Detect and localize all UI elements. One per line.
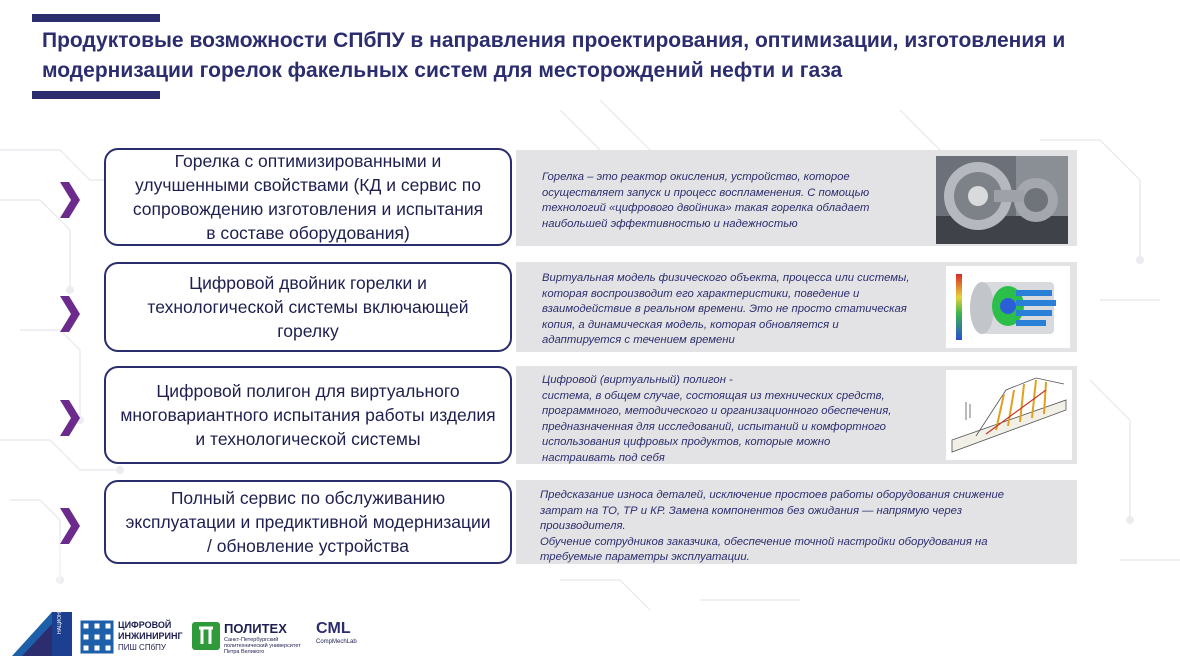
pill-line: эксплуатации и предиктивной модернизации: [125, 512, 491, 532]
desc-line: копия, а динамическая модель, которая обновляется и: [542, 318, 839, 331]
desc-line: использования цифровых продуктов, которые можно: [542, 436, 831, 448]
desc-line: предназначенная для исследований, испытаний и комфортного: [542, 420, 886, 433]
pill-line: / обновление устройства: [207, 536, 409, 556]
chevron-right-icon: [58, 296, 80, 332]
cml-logo-title: CML: [316, 620, 351, 637]
capability-pill: [104, 366, 512, 464]
title-line-2: модернизации горелок факельных систем для месторождений нефти и газа: [42, 59, 843, 82]
capability-pill: [104, 148, 512, 246]
pill-line: и технологической системы: [195, 429, 421, 449]
description-panel: [516, 480, 1077, 564]
politeh-logo-icon: [192, 622, 220, 650]
capability-row-burner: [0, 148, 1180, 248]
description-text: [542, 373, 938, 466]
desc-line: Обучение сотрудников заказчика, обеспечение точной настройки оборудования на: [540, 535, 988, 548]
cml-logo-subtitle: CompMechLab: [316, 639, 357, 645]
desc-line: затрат на ТО, ТР и КР. Замена компонентов без ожидания — напрямую через: [540, 504, 963, 517]
description-panel: [516, 366, 1077, 464]
politeh-logo-title: ПОЛИТЕХ: [224, 621, 287, 636]
desc-line: технологий «цифрового двойника» такая горелка обладает: [542, 202, 870, 214]
desc-line: программного, методического и организационного обеспечения,: [542, 405, 892, 417]
logo-line: Санкт-Петербургский: [224, 637, 279, 643]
description-text: [540, 488, 1056, 566]
desc-line: Виртуальная модель физического объекта, процесса или системы,: [542, 272, 910, 284]
pill-line: сопровождению изготовления и испытания: [132, 199, 484, 219]
politeh-logo-subtitle: [224, 637, 301, 655]
pill-line: Полный сервис по обслуживанию: [170, 488, 446, 508]
title-line-1: Продуктовые возможности СПбПУ в направления проектирования, оптимизации, изготовления и: [42, 29, 1066, 52]
logo-line: ПИШ СПбПУ: [118, 643, 166, 652]
title-accent-bar-bottom: [32, 91, 160, 99]
chevron-right-icon: [58, 400, 80, 436]
capability-pill: [104, 262, 512, 352]
desc-line: Предсказание износа деталей, исключение простоев работы оборудования снижение: [540, 489, 1005, 501]
digital-engineering-logo-text: [118, 620, 183, 653]
pill-line: Цифровой двойник горелки и: [189, 273, 427, 293]
desc-line: система, в общем случае, состоящая из технических средств,: [542, 389, 885, 402]
desc-line: взаимодействие в реальном времени. Это не просто статическая: [542, 303, 907, 315]
digital-engineering-logo-icon: [80, 620, 114, 654]
pill-line: улучшенными свойствами (КД и сервис по: [135, 175, 481, 195]
logo-line: Петра Великого: [224, 649, 265, 655]
title-accent-bar-top: [32, 14, 160, 22]
flare-system-diagram-image: [946, 370, 1072, 460]
capability-pill: [104, 480, 512, 564]
pill-line: в составе оборудования): [206, 223, 410, 243]
desc-line: Цифровой (виртуальный) полигон -: [542, 374, 733, 386]
chevron-right-icon: [58, 182, 80, 218]
pill-line: Цифровой полигон для виртуального: [156, 381, 460, 401]
desc-line: требуемые параметры эксплуатации.: [540, 551, 750, 563]
description-text: [542, 271, 909, 349]
chevron-right-icon: [58, 508, 80, 544]
capability-row-full-service: [0, 480, 1180, 564]
logo-line: политехнический университет: [224, 643, 301, 649]
desc-line: осуществляет запуск и процесс воспламенения. С помощью: [542, 186, 870, 199]
desc-line: настраивать под себя: [542, 451, 665, 464]
description-panel: [516, 150, 1077, 246]
national-projects-label: НАЦИОНАЛЬНЫЕ ПРОЕКТЫ РОССИИ: [57, 542, 63, 634]
burner-photo-image: [936, 156, 1068, 244]
desc-line: которая воспроизводит его характеристики, поведение и: [542, 287, 860, 300]
pill-line: технологической системы включающей: [147, 297, 469, 317]
description-panel: [516, 262, 1077, 352]
pill-line: горелку: [277, 321, 339, 341]
capability-row-digital-twin: [0, 262, 1180, 352]
pill-line: многовариантного испытания работы изделия: [120, 405, 496, 425]
pill-line: Горелка с оптимизированными и: [174, 151, 442, 171]
page-title: [42, 26, 1152, 86]
desc-line: Горелка – это реактор окисления, устройство, которое: [542, 171, 850, 183]
desc-line: производителя.: [540, 520, 626, 532]
capability-row-digital-polygon: [0, 366, 1180, 464]
burner-simulation-render-image: [946, 266, 1070, 348]
desc-line: адаптируется с течением времени: [542, 334, 735, 346]
desc-line: наибольшей эффективностью и надежностью: [542, 217, 798, 230]
description-text: [542, 170, 869, 232]
logo-line: ЦИФРОВОЙ: [118, 620, 172, 630]
national-projects-logo: [12, 542, 72, 656]
logo-line: ИНЖИНИРИНГ: [118, 631, 183, 641]
